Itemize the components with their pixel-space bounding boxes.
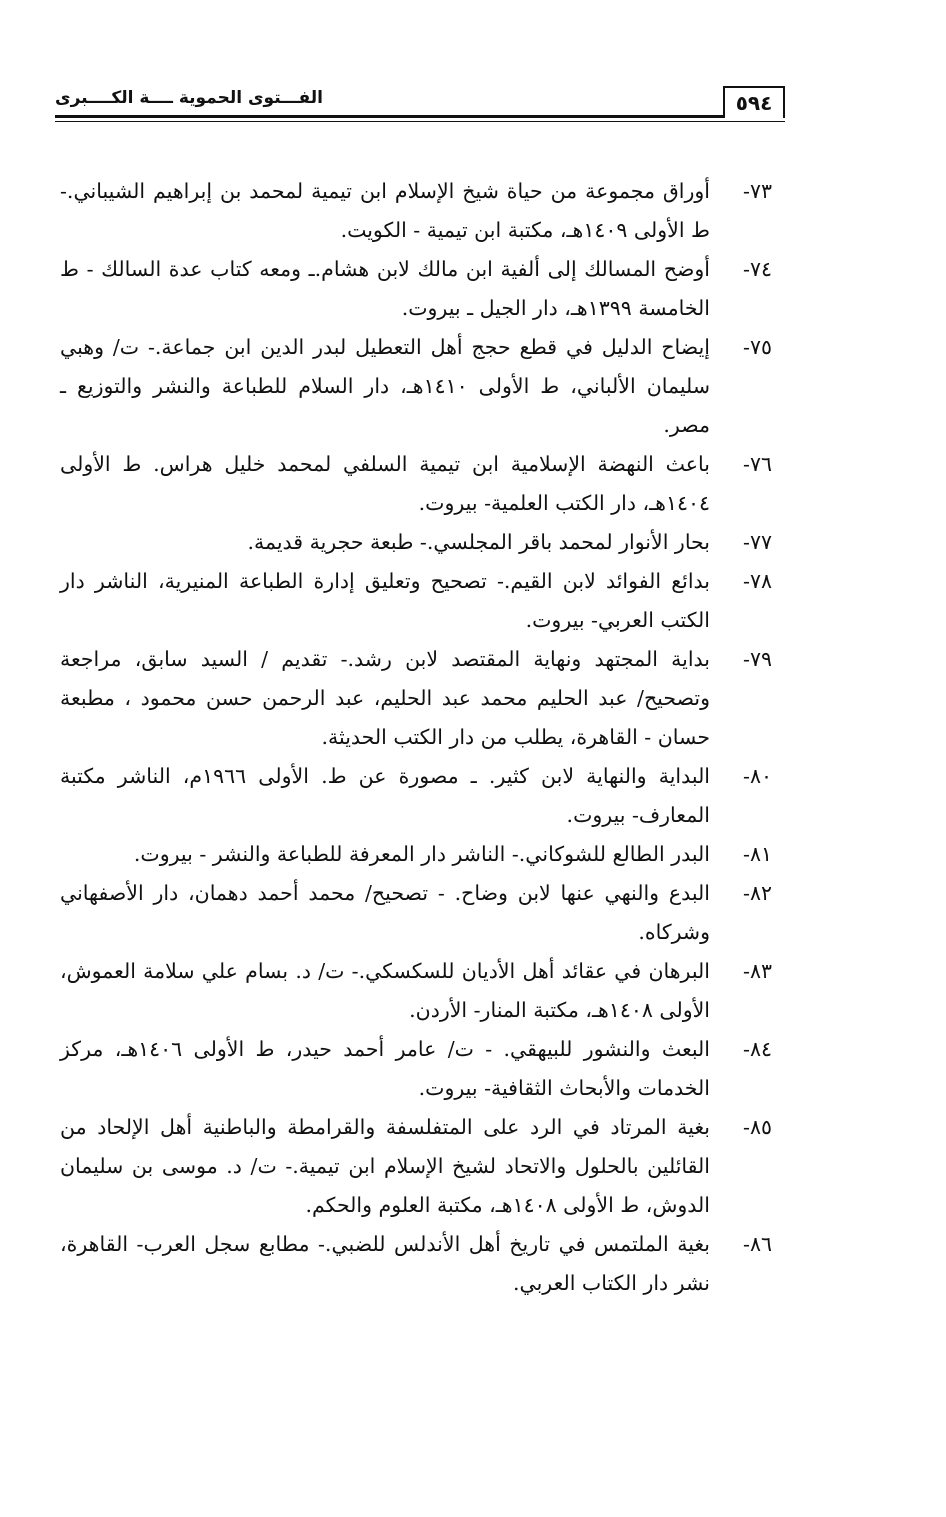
list-item <box>60 523 772 562</box>
entry-text: البدع والنهي عنها لابن وضاح. - تصحيح/ محمد أحمد دهمان، دار الأصفهاني وشركاه. <box>60 881 710 944</box>
entry-number: ٨١- <box>743 842 772 866</box>
entry-number: ٧٣- <box>743 179 772 203</box>
entry-text: بغية المرتاد في الرد على المتفلسفة والقرامطة والباطنية أهل الإلحاد من القائلين بالحلول والاتحاد لشيخ الإسلام ابن تيمية.- ت/ د. موسى بن سليمان الدوش، ط الأولى ١٤٠٨هـ، مكتبة العلوم والحكم. <box>60 1115 710 1217</box>
entry-number: ٧٧- <box>743 530 772 554</box>
entry-text: البداية والنهاية لابن كثير. ـ مصورة عن ط. الأولى ١٩٦٦م، الناشر مكتبة المعارف- بيروت. <box>60 764 711 827</box>
list-item <box>60 640 772 757</box>
list-item <box>60 757 772 835</box>
entry-text: أوراق مجموعة من حياة شيخ الإسلام ابن تيمية لمحمد بن إبراهيم الشيباني.- ط الأولى ١٤٠٩هـ، مكتبة ابن تيمية - الكويت. <box>60 179 710 242</box>
list-item <box>60 562 772 640</box>
entry-text: البرهان في عقائد أهل الأديان للسكسكي.- ت/ د. بسام علي سلامة العموش، الأولى ١٤٠٨هـ، مكتبة المنار- الأردن. <box>60 959 710 1022</box>
entry-number: ٧٩- <box>743 647 772 671</box>
list-item <box>60 1030 772 1108</box>
entry-number: ٨٣- <box>743 959 772 983</box>
list-item <box>60 874 772 952</box>
entry-number: ٨٥- <box>743 1115 772 1139</box>
entry-text: باعث النهضة الإسلامية ابن تيمية السلفي لمحمد خليل هراس. ط الأولى ١٤٠٤هـ، دار الكتب العلمية- بيروت. <box>60 452 710 515</box>
bibliography-list <box>60 172 772 1303</box>
list-item <box>60 328 772 445</box>
list-item <box>60 250 772 328</box>
list-item <box>60 172 772 250</box>
header-rule-thick <box>55 115 723 118</box>
list-item <box>60 1108 772 1225</box>
page-number: ٥٩٤ <box>723 86 785 118</box>
entry-text: بحار الأنوار لمحمد باقر المجلسي.- طبعة حجرية قديمة. <box>247 530 710 554</box>
entry-number: ٨٤- <box>743 1037 772 1061</box>
entry-number: ٧٤- <box>743 257 772 281</box>
list-item <box>60 952 772 1030</box>
entry-text: أوضح المسالك إلى ألفية ابن مالك لابن هشام.ـ ومعه كتاب عدة السالك - ط الخامسة ١٣٩٩هـ، دار الجيل ـ بيروت. <box>60 257 710 320</box>
page-header <box>55 86 785 126</box>
list-item <box>60 1225 772 1303</box>
entry-text: بدائع الفوائد لابن القيم.- تصحيح وتعليق إدارة الطباعة المنيرية، الناشر دار الكتب العربي- بيروت. <box>60 569 710 632</box>
entry-number: ٨٠- <box>743 764 772 788</box>
header-rule-thin <box>55 121 785 122</box>
entry-number: ٧٨- <box>743 569 772 593</box>
entry-number: ٨٦- <box>743 1232 772 1256</box>
entry-text: بغية الملتمس في تاريخ أهل الأندلس للضبي.- مطابع سجل العرب- القاهرة، نشر دار الكتاب العربي. <box>60 1232 710 1295</box>
entry-text: البعث والنشور للبيهقي. - ت/ عامر أحمد حيدر، ط الأولى ١٤٠٦هـ، مركز الخدمات والأبحاث الثقافية- بيروت. <box>60 1037 710 1100</box>
list-item <box>60 835 772 874</box>
entry-number: ٨٢- <box>743 881 772 905</box>
entry-text: البدر الطالع للشوكاني.- الناشر دار المعرفة للطباعة والنشر - بيروت. <box>133 842 710 866</box>
running-title: الفـــتوى الحموية ــــة الكــــبرى <box>55 88 324 108</box>
entry-text: بداية المجتهد ونهاية المقتصد لابن رشد.- تقديم / السيد سابق، مراجعة وتصحيح/ عبد الحليم محمد عبد الحليم، عبد الرحمن حسن محمود ، مطبعة حسان - القاهرة، يطلب من دار الكتب الحديثة. <box>60 647 710 749</box>
entry-number: ٧٥- <box>743 335 772 359</box>
entry-number: ٧٦- <box>743 452 772 476</box>
entry-text: إيضاح الدليل في قطع حجج أهل التعطيل لبدر الدين ابن جماعة.- ت/ وهبي سليمان الألباني، ط الأولى ١٤١٠هـ، دار السلام للطباعة والنشر والتوزيع ـ مصر. <box>60 335 710 437</box>
list-item <box>60 445 772 523</box>
